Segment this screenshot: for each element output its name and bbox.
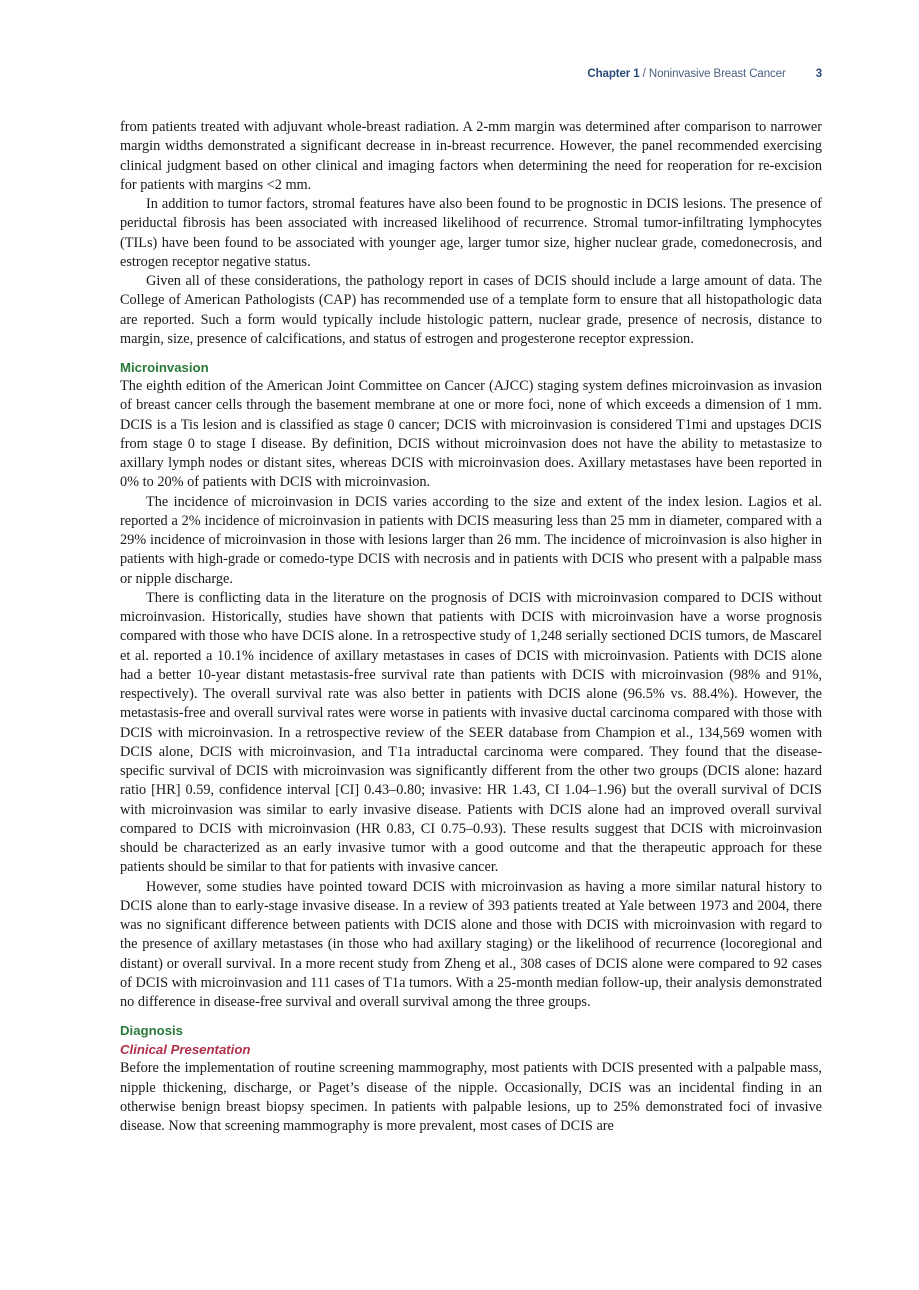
section-heading-microinvasion: Microinvasion [120,360,209,375]
running-header [0,68,822,80]
chapter-label: Chapter 1 [587,68,640,80]
paragraph-microinvasion-natural-history: However, some studies have pointed toward DCIS with microinvasion as having a more similar natural history to DCIS alone than to early-stage invasive disease. In a review of 393 patients treated at Yale between 1973 and 2004, there was no significant difference between patients with DCIS alone and those with DCIS with microinvasion with regard to the presence of axillary metastases (in those who had axillary staging) or the likelihood of recurrence (locoregional and distant) or overall survival. In a more recent study from Zheng et al., 308 cases of DCIS alone were compared to 92 cases of DCIS with microinvasion and 111 cases of T1a tumors. With a 25-month median follow-up, their analysis demonstrated no difference in disease-free survival and overall survival among the three groups. [120,878,822,1010]
page-body [120,118,822,1136]
paragraph-clinical-presentation: Before the implementation of routine screening mammography, most patients with DCIS presented with a palpable mass, nipple thickening, discharge, or Paget’s disease of the nipple. Occasionally, DCIS was an incidental finding in an otherwise benign breast biopsy specimen. In patients with palpable lesions, up to 25% demonstrated foci of invasive disease. Now that screening mammography is more prevalent, most cases of DCIS are [120,1060,822,1134]
chapter-title: Noninvasive Breast Cancer [648,68,786,80]
paragraph-microinvasion-incidence: The incidence of microinvasion in DCIS varies according to the size and extent of the index lesion. Lagios et al. reported a 2% incidence of microinvasion in patients with DCIS measuring less than 25 mm in diameter, compared with a 29% incidence of microinvasion in those with lesions larger than 26 mm. The incidence of microinvasion is also higher in patients with high-grade or comedo-type DCIS with necrosis and in patients with DCIS who present with a palpable mass or nipple discharge. [120,493,822,587]
paragraph-stromal-features: In addition to tumor factors, stromal features have also been found to be prognostic in DCIS lesions. The presence of periductal fibrosis has been associated with increased likelihood of recurrence. Stromal tumor-infiltrating lymphocytes (TILs) have been found to be associated with younger age, larger tumor size, higher nuclear grade, comedonecrosis, and estrogen receptor negative status. [120,196,822,270]
section-heading-diagnosis: Diagnosis [120,1023,184,1039]
paragraph-microinvasion-prognosis: There is conflicting data in the literature on the prognosis of DCIS with microinvasion compared to DCIS without microinvasion. Historically, studies have shown that patients with DCIS with microinvasion have a worse prognosis compared with those who have DCIS alone. In a retrospective study of 1,248 serially sectioned DCIS tumors, de Mascarel et al. reported a 10.1% incidence of axillary metastases in cases of DCIS with microinvasion. Patients with DCIS alone had a better 10-year distant metastasis-free survival rate than patients with DCIS with microinvasion (98% and 91%, respectively). The overall survival rate was also better in patients with DCIS alone (96.5% vs. 88.4%). However, the metastasis-free and overall survival rates were worse in patients with invasive ductal carcinoma compared with those with DCIS with microinvasion. In a retrospective review of the SEER database from Champion et al., 134,569 women with DCIS alone, DCIS with microinvasion, and T1a intraductal carcinoma were compared. They found that the disease-specific survival of DCIS with microinvasion was significantly different from the other two groups (DCIS alone: hazard ratio [HR] 0.59, confidence interval [CI] 0.43–0.80; invasive: HR 1.43, CI 1.04–1.96) but the overall survival of DCIS with microinvasion was similar to early invasive disease. Patients with DCIS alone had an improved overall survival compared to DCIS with microinvasion (HR 0.83, CI 0.75–0.93). These results suggest that DCIS with microinvasion should be characterized as an early invasive tumor with a good outcome and that the therapeutic approach for these patients should be similar to that for patients with invasive cancer. [120,589,822,876]
page-number: 3 [815,68,822,80]
paragraph-margins: from patients treated with adjuvant whole-breast radiation. A 2-mm margin was determined after comparison to narrower margin widths demonstrated a significant decrease in in-breast recurrence. However, the panel recommended exercising clinical judgment based on other clinical and imaging factors when determining the need for reoperation for re-excision for patients with margins <2 mm. [120,119,822,193]
paragraph-pathology-report: Given all of these considerations, the pathology report in cases of DCIS should include a large amount of data. The College of American Pathologists (CAP) has recommended use of a template form to ensure that all histopathologic data are reported. Such a form would typically include histologic pattern, nuclear grade, presence of necrosis, distance to margin, size, presence of calcifications, and status of estrogen and progesterone receptor expression. [120,273,822,347]
header-separator: / [639,68,649,80]
paragraph-microinvasion-definition: The eighth edition of the American Joint Committee on Cancer (AJCC) staging system defines microinvasion as invasion of breast cancer cells through the basement membrane at one or more foci, none of which exceeds a dimension of 1 mm. DCIS is a Tis lesion and is classified as stage 0 cancer; DCIS with microinvasion is considered T1mi and upstages DCIS from stage 0 to stage I disease. By definition, DCIS without microinvasion does not have the ability to metastasize to axillary lymph nodes or distant sites, whereas DCIS with microinvasion does. Axillary metastases have been reported in 0% to 20% of patients with DCIS with microinvasion. [120,378,822,491]
subsection-heading-clinical-presentation: Clinical Presentation [120,1042,251,1058]
